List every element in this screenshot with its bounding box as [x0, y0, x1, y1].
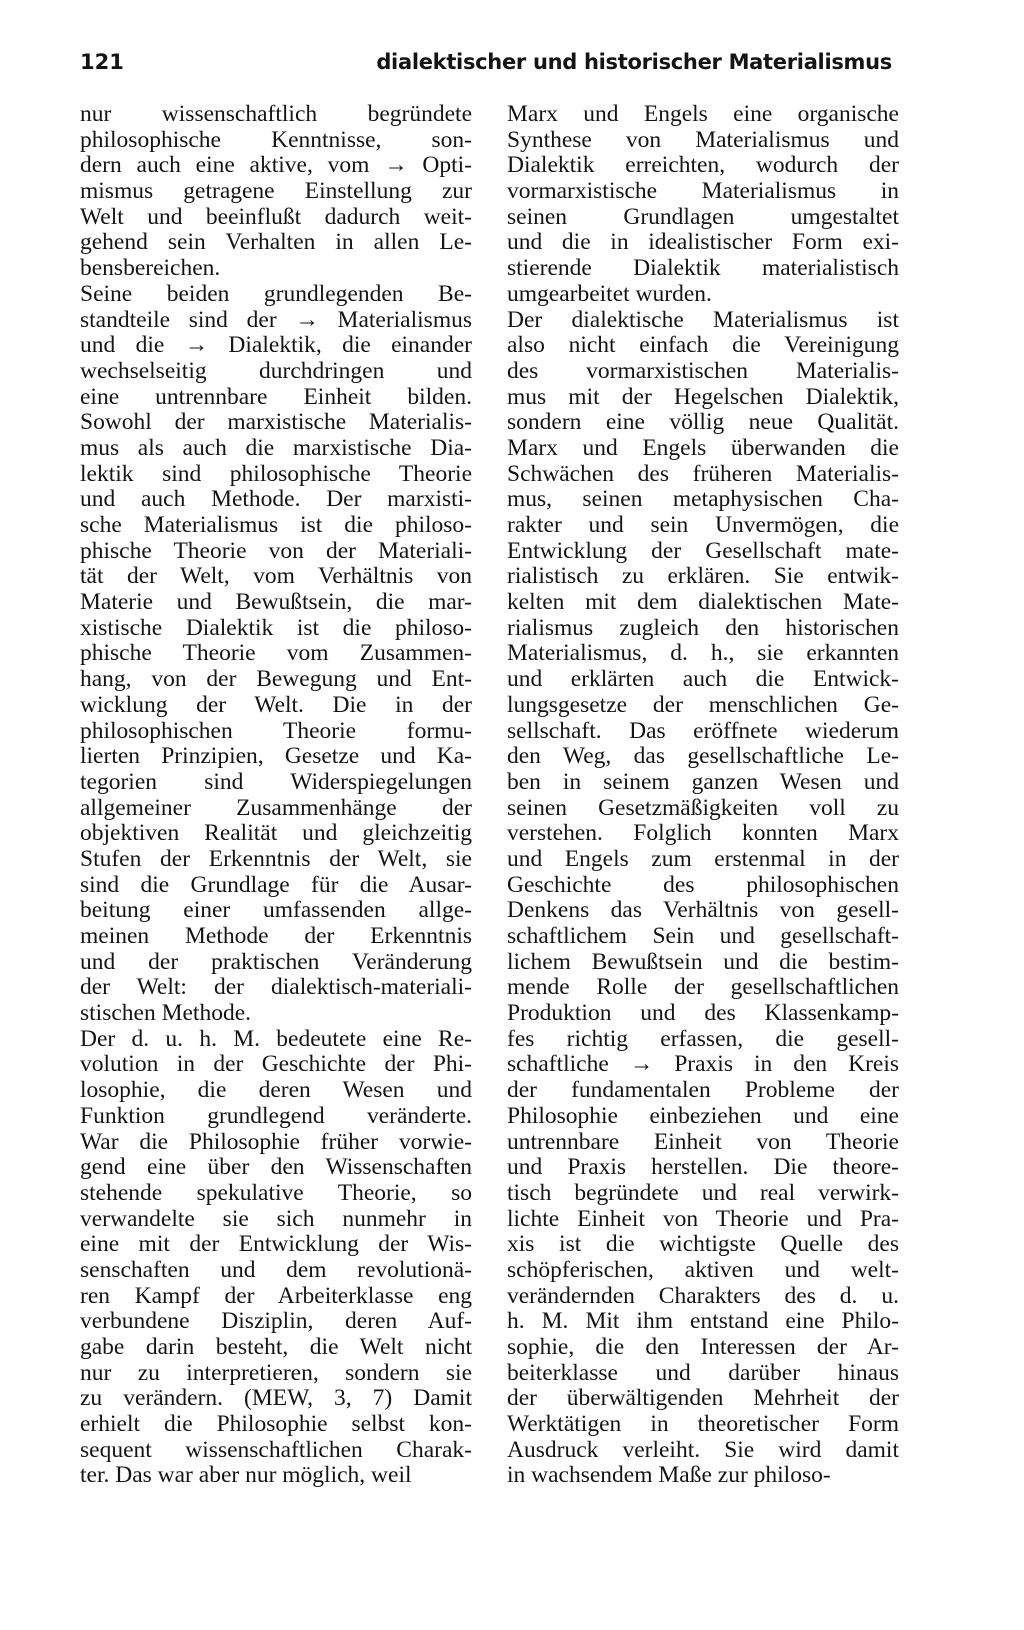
text-line: seinen Grundlagen umgestaltet: [507, 203, 899, 230]
text-line: Dialektik erreichten, wodurch der: [507, 152, 899, 179]
text-line: umgearbeitet wurden.: [507, 280, 712, 307]
text-line: sche Materialismus ist die philoso-: [80, 512, 472, 538]
text-line: wicklung der Welt. Die in der: [80, 691, 472, 718]
text-line: nur wissenschaftlich begründete: [80, 101, 472, 127]
text-line: Sowohl der marxistische Materialis-: [80, 409, 472, 436]
text-line: der Welt: der dialektisch-materiali-: [80, 974, 472, 1001]
text-line: ben in seinem ganzen Wesen und: [507, 768, 899, 795]
text-line: hang, von der Bewegung und Ent-: [80, 666, 472, 693]
text-line: Der d. u. h. M. bedeutete eine Re-: [80, 1025, 472, 1052]
text-line: Entwicklung der Gesellschaft mate-: [507, 537, 899, 564]
text-line: ren Kampf der Arbeiterklasse eng: [80, 1282, 472, 1309]
text-line: lierten Prinzipien, Gesetze und Ka-: [80, 743, 472, 770]
text-line: allgemeiner Zusammenhänge der: [80, 794, 472, 821]
text-line: War die Philosophie früher vorwie-: [80, 1128, 472, 1155]
text-line: Synthese von Materialismus und: [507, 126, 899, 153]
text-line: dern auch eine aktive, vom → Opti-: [80, 152, 472, 179]
text-line: mismus getragene Einstellung zur: [80, 178, 472, 205]
text-line: volution in der Geschichte der Phi-: [80, 1051, 472, 1078]
text-line: und auch Methode. Der marxisti-: [80, 486, 472, 513]
text-line: des vormarxistischen Materialis-: [507, 357, 899, 384]
text-line: ter. Das war aber nur möglich, weil: [80, 1462, 412, 1489]
text-line: Philosophie einbeziehen und eine: [507, 1102, 899, 1129]
text-line: lichem Bewußtsein und die bestim-: [507, 948, 899, 975]
text-line: den Weg, das gesellschaftliche Le-: [507, 743, 899, 770]
text-line: Denkens das Verhältnis von gesell-: [507, 897, 899, 924]
text-line: fes richtig erfassen, die gesell-: [507, 1025, 899, 1052]
text-line: kelten mit dem dialektischen Mate-: [507, 589, 899, 616]
text-line: und die in idealistischer Form exi-: [507, 229, 899, 256]
text-line: xistische Dialektik ist die philoso-: [80, 614, 472, 641]
text-line: Funktion grundlegend veränderte.: [80, 1102, 472, 1129]
text-line: tät der Welt, vom Verhältnis von: [80, 563, 472, 590]
text-line: Der dialektische Materialismus ist: [507, 306, 899, 333]
text-line: rialistisch zu erklären. Sie entwik-: [507, 563, 899, 590]
text-line: verbundene Disziplin, deren Auf-: [80, 1308, 472, 1335]
running-title: dialektischer und historischer Materialismus: [376, 50, 892, 74]
text-line: xis ist die wichtigste Quelle des: [507, 1231, 899, 1258]
text-line: tegorien sind Widerspiegelungen: [80, 768, 472, 795]
text-line: lungsgesetze der menschlichen Ge-: [507, 691, 899, 718]
text-line: eine untrennbare Einheit bilden.: [80, 383, 472, 410]
text-line: Geschichte des philosophischen: [507, 871, 899, 898]
text-line: gend eine über den Wissenschaften: [80, 1154, 472, 1181]
text-line: philosophischen Theorie formu-: [80, 717, 472, 744]
text-line: eine mit der Entwicklung der Wis-: [80, 1231, 472, 1258]
text-line: Seine beiden grundlegenden Be-: [80, 280, 472, 307]
text-line: schaftliche → Praxis in den Kreis: [507, 1051, 899, 1078]
text-line: in wachsendem Maße zur philoso-: [507, 1462, 831, 1489]
text-line: stischen Methode.: [80, 1000, 251, 1027]
text-line: verstehen. Folglich konnten Marx: [507, 820, 899, 847]
text-line: gabe darin besteht, die Welt nicht: [80, 1334, 472, 1360]
text-line: und die → Dialektik, die einander: [80, 332, 472, 359]
text-line: sequent wissenschaftlichen Charak-: [80, 1436, 472, 1463]
text-line: Stufen der Erkenntnis der Welt, sie: [80, 845, 472, 872]
text-line: vormarxistische Materialismus in: [507, 178, 899, 205]
text-line: und erklärten auch die Entwick-: [507, 666, 899, 693]
text-line: schöpferischen, aktiven und welt-: [507, 1256, 899, 1283]
text-line: verändernden Charakters des d. u.: [507, 1282, 899, 1309]
text-line: objektiven Realität und gleichzeitig: [80, 820, 472, 847]
text-line: Materialismus, d. h., sie erkannten: [507, 640, 899, 667]
text-line: mus als auch die marxistische Dia-: [80, 434, 472, 461]
text-line: phische Theorie vom Zusammen-: [80, 640, 472, 667]
text-column-left: [80, 102, 472, 1489]
text-line: mende Rolle der gesellschaftlichen: [507, 974, 899, 1001]
text-line: nur zu interpretieren, sondern sie: [80, 1359, 472, 1386]
text-line: untrennbare Einheit von Theorie: [507, 1128, 899, 1155]
text-line: Marx und Engels eine organische: [507, 101, 899, 127]
text-line: bensbereichen.: [80, 255, 221, 282]
text-line: und Engels zum erstenmal in der: [507, 845, 899, 872]
text-line: h. M. Mit ihm entstand eine Philo-: [507, 1308, 899, 1335]
text-line: Produktion und des Klassenkamp-: [507, 1000, 899, 1027]
text-line: phische Theorie von der Materiali-: [80, 537, 472, 564]
text-line: sellschaft. Das eröffnete wiederum: [507, 717, 899, 744]
text-line: der überwältigenden Mehrheit der: [507, 1385, 899, 1412]
text-line: also nicht einfach die Vereinigung: [507, 332, 899, 359]
text-line: zu verändern. (MEW, 3, 7) Damit: [80, 1385, 472, 1412]
text-line: tisch begründete und real verwirk-: [507, 1179, 899, 1206]
text-line: senschaften und dem revolutionä-: [80, 1256, 472, 1283]
text-line: seinen Gesetzmäßigkeiten voll zu: [507, 794, 899, 821]
text-line: sondern eine völlig neue Qualität.: [507, 409, 899, 436]
text-line: lichte Einheit von Theorie und Pra-: [507, 1205, 899, 1232]
text-line: Werktätigen in theoretischer Form: [507, 1411, 899, 1438]
text-line: und der praktischen Veränderung: [80, 948, 472, 975]
text-line: stehende spekulative Theorie, so: [80, 1179, 472, 1206]
text-line: rakter und sein Unvermögen, die: [507, 512, 899, 538]
text-line: der fundamentalen Probleme der: [507, 1077, 899, 1104]
text-line: und Praxis herstellen. Die theore-: [507, 1154, 899, 1181]
text-line: mus mit der Hegelschen Dialektik,: [507, 383, 899, 410]
text-line: beitung einer umfassenden allge-: [80, 897, 472, 924]
text-line: Schwächen des früheren Materialis-: [507, 460, 899, 487]
text-line: philosophische Kenntnisse, son-: [80, 126, 472, 153]
text-line: standteile sind der → Materialismus: [80, 306, 472, 333]
text-line: erhielt die Philosophie selbst kon-: [80, 1411, 472, 1438]
text-line: verwandelte sie sich nunmehr in: [80, 1205, 472, 1232]
text-line: meinen Methode der Erkenntnis: [80, 923, 472, 949]
text-line: stierende Dialektik materialistisch: [507, 255, 899, 282]
text-line: mus, seinen metaphysischen Cha-: [507, 486, 899, 513]
text-line: Materie und Bewußtsein, die mar-: [80, 589, 472, 616]
text-line: wechselseitig durchdringen und: [80, 357, 472, 384]
text-line: beiterklasse und darüber hinaus: [507, 1359, 899, 1386]
text-column-right: [507, 102, 899, 1489]
page-number: 121: [80, 50, 124, 74]
text-line: Ausdruck verleiht. Sie wird damit: [507, 1436, 899, 1463]
text-line: Welt und beeinflußt dadurch weit-: [80, 203, 472, 230]
text-line: gehend sein Verhalten in allen Le-: [80, 229, 472, 256]
text-line: Marx und Engels überwanden die: [507, 434, 899, 461]
text-line: sophie, die den Interessen der Ar-: [507, 1334, 899, 1360]
page-header: [80, 50, 892, 84]
text-line: rialismus zugleich den historischen: [507, 614, 899, 641]
text-line: sind die Grundlage für die Ausar-: [80, 871, 472, 898]
text-line: schaftlichem Sein und gesellschaft-: [507, 923, 899, 949]
text-line: lektik sind philosophische Theorie: [80, 460, 472, 487]
text-line: losophie, die deren Wesen und: [80, 1077, 472, 1104]
